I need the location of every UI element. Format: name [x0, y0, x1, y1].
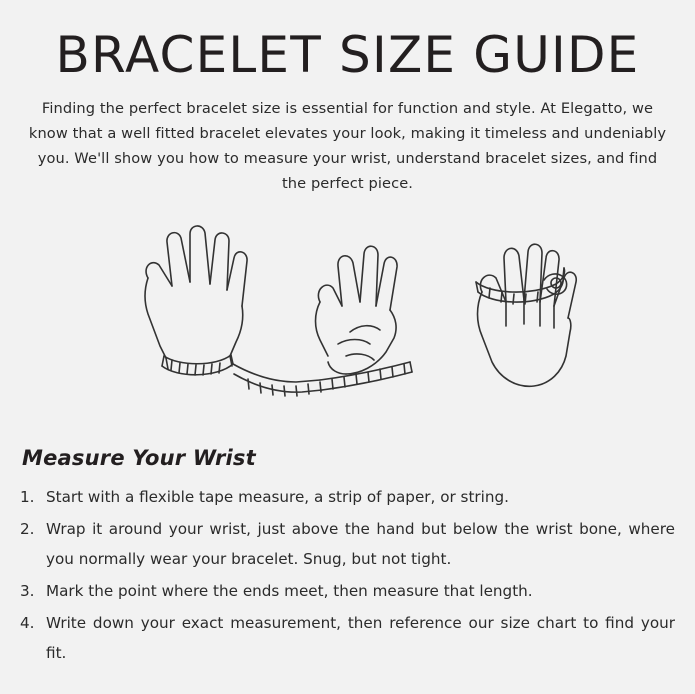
- bracelet-hand-illustration: [478, 244, 577, 386]
- section-heading: Measure Your Wrist: [22, 446, 256, 470]
- list-item-number: 4.: [20, 614, 35, 632]
- open-hand-illustration: [145, 226, 247, 369]
- wrist-measuring-hands-illustration: [20, 206, 675, 438]
- list-item: [20, 514, 675, 574]
- intro-paragraph: Finding the perfect bracelet size is essential for function and style. At Elegatto, we know that a well fitted bracelet elevates your look, making it timeless and undeniably you. We'll show you how to measure your wrist, understand bracelet sizes, and find the perfect piece.: [28, 100, 667, 192]
- list-item: [20, 482, 675, 512]
- tape-measure-strip: [233, 362, 412, 396]
- list-item-text: Mark the point where the ends meet, then measure that length.: [46, 582, 533, 600]
- list-item-number: 3.: [20, 582, 35, 600]
- measure-steps-list: [20, 482, 675, 668]
- list-item-number: 2.: [20, 520, 35, 538]
- list-item-text: Start with a flexible tape measure, a strip of paper, or string.: [46, 488, 509, 506]
- list-item-text: Wrap it around your wrist, just above the hand but below the wrist bone, where you normally wear your bracelet. Snug, but not tight.: [46, 520, 675, 568]
- pinching-hand-illustration: [316, 246, 398, 374]
- tape-measure-wrist-1: [162, 355, 233, 375]
- page-title: BRACELET SIZE GUIDE: [55, 26, 640, 84]
- list-item: [20, 576, 675, 606]
- list-item-number: 1.: [20, 488, 35, 506]
- list-item-text: Write down your exact measurement, then reference our size chart to find your fit.: [46, 614, 675, 662]
- list-item: [20, 608, 675, 668]
